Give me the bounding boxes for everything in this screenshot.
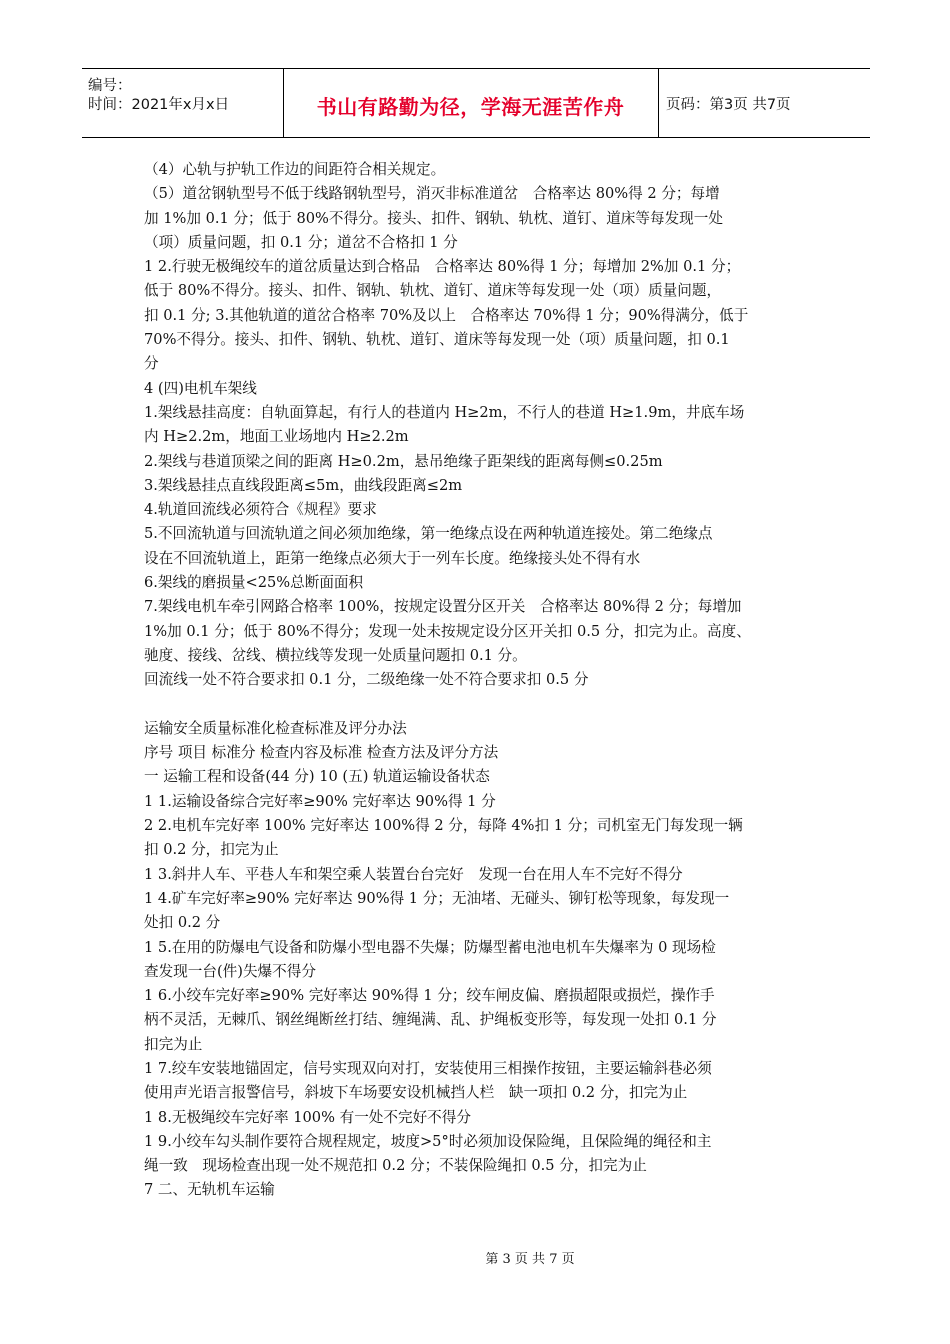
blank-line — [144, 693, 824, 717]
body-line: 柄不灵活，无棘爪、钢丝绳断丝打结、缠绳满、乱、护绳板变形等，每发现一处扣 0.1 分 — [144, 1011, 717, 1029]
body-line: 加 1%加 0.1 分；低于 80%不得分。接头、扣件、钢轨、轨枕、道钉、道床等每发现一处 — [144, 209, 723, 227]
body-line: 7 二、无轨机车运输 — [144, 1181, 275, 1199]
body-line: 运输安全质量标准化检查标准及评分办法 — [144, 719, 407, 737]
body-line: 1 6.小绞车完好率≥90% 完好率达 90%得 1 分；绞车闸皮偏、磨损超限或损烂，操作手 — [144, 987, 715, 1005]
body-line: 1 2.行驶无极绳绞车的道岔质量达到合格品 合格率达 80%得 1 分；每增加 2%加 0.1 分； — [144, 258, 741, 276]
body-line: 扣完为止 — [144, 1035, 203, 1053]
body-line: 4.轨道回流线必须符合《规程》要求 — [144, 501, 377, 519]
body-line: 1.架线悬挂高度：自轨面算起，有行人的巷道内 H≥2m，不行人的巷道 H≥1.9m，井底车场 — [144, 403, 745, 421]
doc-number-label: 编号： — [88, 78, 132, 94]
body-line: 扣 0.1 分; 3.其他轨道的道岔合格率 70%及以上 合格率达 70%得 1 分；90%得满分，低于 — [144, 306, 749, 324]
body-line: 1%加 0.1 分；低于 80%不得分；发现一处未按规定设分区开关扣 0.5 分，扣完为止。高度、 — [144, 622, 751, 640]
header-right-cell — [658, 69, 870, 137]
body-line: 1 1.运输设备综合完好率≥90% 完好率达 90%得 1 分 — [144, 792, 496, 810]
body-line: 回流线一处不符合要求扣 0.1 分，二级绝缘一处不符合要求扣 0.5 分 — [144, 671, 589, 689]
body-line: 设在不回流轨道上，距第一绝缘点必须大于一列车长度。绝缘接头处不得有水 — [144, 549, 641, 567]
body-line: 查发现一台(件)失爆不得分 — [144, 962, 316, 980]
page-footer — [0, 1248, 950, 1267]
header-page-label: 页码：第3页 共7页 — [666, 97, 791, 113]
body-line: 7.架线电机车牵引网路合格率 100%，按规定设置分区开关 合格率达 80%得 2 分；每增加 — [144, 598, 742, 616]
body-line: 使用声光语言报警信号，斜坡下车场要安设机械挡人栏 缺一项扣 0.2 分，扣完为止 — [144, 1084, 688, 1102]
body-line: 1 3.斜井人车、平巷人车和架空乘人装置台台完好 发现一台在用人车不完好不得分 — [144, 865, 683, 883]
footer-page-number: 第 3 页 共 7 页 — [485, 1252, 575, 1267]
body-line: 4 (四)电机车架线 — [144, 379, 257, 397]
header-left-cell — [82, 69, 284, 137]
body-line: 分 — [144, 355, 159, 373]
body-line: 6.架线的磨损量<25%总断面面积 — [144, 574, 364, 592]
body-line: 扣 0.2 分，扣完为止 — [144, 841, 279, 859]
body-line: 3.架线悬挂点直线段距离≤5m，曲线段距离≤2m — [144, 476, 463, 494]
body-line: 1 7.绞车安装地锚固定，信号实现双向对打，安装使用三相操作按钮，主要运输斜巷必须 — [144, 1059, 712, 1077]
body-line: 处扣 0.2 分 — [144, 914, 221, 932]
body-line: 序号 项目 标准分 检查内容及标准 检查方法及评分方法 — [144, 744, 499, 762]
body-line: （项）质量问题，扣 0.1 分；道岔不合格扣 1 分 — [144, 233, 458, 251]
body-line: 5.不回流轨道与回流轨道之间必须加绝缘，第一绝缘点设在两种轨道连接处。第二绝缘点 — [144, 525, 713, 543]
body-line: 2 2.电机车完好率 100% 完好率达 100%得 2 分，每降 4%扣 1 分；司机室无门每发现一辆 — [144, 817, 743, 835]
body-line: 1 8.无极绳绞车完好率 100% 有一处不完好不得分 — [144, 1108, 471, 1126]
document-body — [144, 158, 824, 1203]
date-label: 时间：2021年x月x日 — [88, 97, 230, 113]
body-line: （5）道岔钢轨型号不低于线路钢轨型号，消灭非标准道岔 合格率达 80%得 2 分；每增 — [144, 185, 720, 203]
body-line: 一 运输工程和设备(44 分) 10 (五) 轨道运输设备状态 — [144, 768, 490, 786]
header-motto: 书山有路勤为径，学海无涯苦作舟 — [316, 95, 625, 119]
body-line: 1 4.矿车完好率≥90% 完好率达 90%得 1 分；无油堵、无碰头、铆钉松等现象，每发现一 — [144, 889, 730, 907]
body-line: 内 H≥2.2m，地面工业场地内 H≥2.2m — [144, 428, 409, 446]
header-middle-cell — [283, 69, 659, 137]
body-line: 低于 80%不得分。接头、扣件、钢轨、轨枕、道钉、道床等每发现一处（项）质量问题， — [144, 282, 722, 300]
body-line: 绳一致 现场检查出现一处不规范扣 0.2 分；不装保险绳扣 0.5 分，扣完为止 — [144, 1157, 647, 1175]
body-line: 1 5.在用的防爆电气设备和防爆小型电器不失爆；防爆型蓄电池电机车失爆率为 0 现场检 — [144, 938, 716, 956]
body-line: 70%不得分。接头、扣件、钢轨、轨枕、道钉、道床等每发现一处（项）质量问题，扣 0.1 — [144, 331, 730, 349]
body-line: 2.架线与巷道顶梁之间的距离 H≥0.2m，悬吊绝缘子距架线的距离每侧≤0.25m — [144, 452, 663, 470]
body-line: （4）心轨与护轨工作边的间距符合相关规定。 — [144, 161, 446, 178]
body-line: 1 9.小绞车勾头制作要符合规程规定，坡度>5°时必须加设保险绳，且保险绳的绳径和主 — [144, 1132, 712, 1150]
page-header — [82, 68, 870, 138]
body-line: 驰度、接线、岔线、横拉线等发现一处质量问题扣 0.1 分。 — [144, 646, 527, 664]
